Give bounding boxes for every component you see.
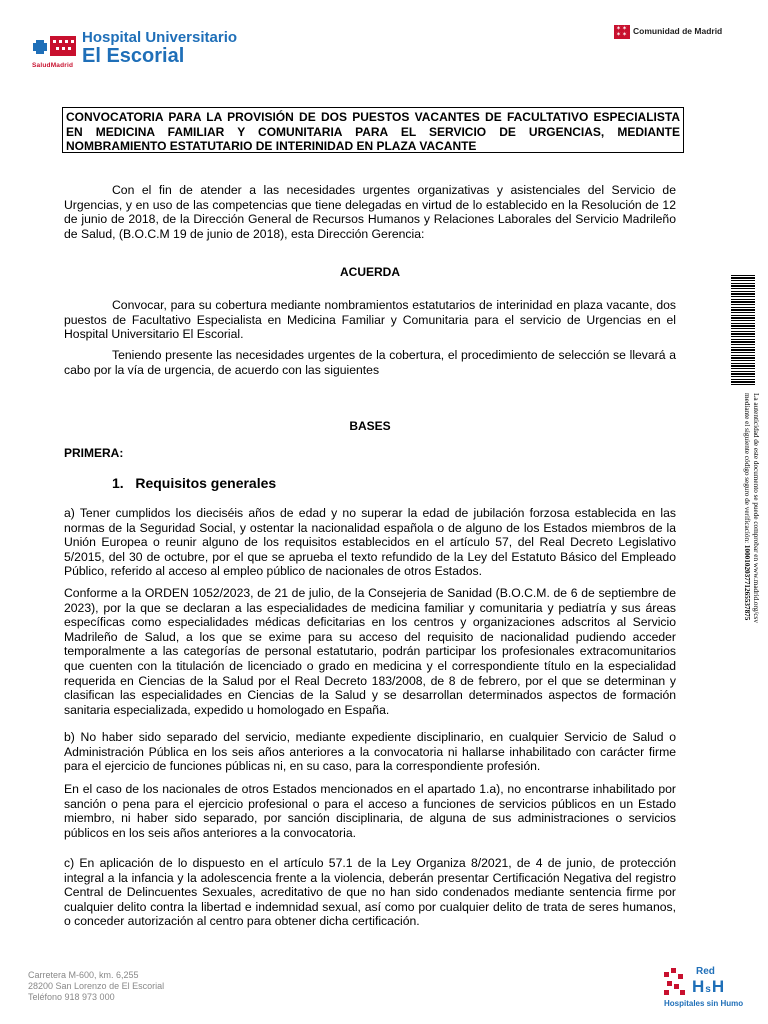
hsh-mark: HsH [692, 977, 726, 996]
salud-madrid-label: SaludMadrid [32, 62, 74, 69]
madrid-flag-icon: ✶ ✶ ✶ ✶ [614, 25, 630, 39]
paragraph-orden: Conforme a la ORDEN 1052/2023, de 21 de julio, de la Consejeria de Sanidad (B.O.C.M. de 6 de septiembre de 2023), por la que se declaran a las especialidades de medicina familiar y comunitaria y pediatría y sus áreas específicas como especialidades médicas deficitarias en los centros y organizaciones adscritos al Servicio Madrileño de Salud, a los que se exime para su acceso del requisito de nacionalidad pudiendo acceder temporalmente a las categorías de personal estatutario, podrán participar los profesionales extracomunitarios que cuenten con la titulación de licenciado o grado en medicina y el correspondiente título en la especialidad requerida en Ciencias de la Salud por el Real Decreto 183/2008, de 8 de febrero, por el que se determinan y clasifican las especialidades en Ciencias de la Salud y se desarrollan determinados aspectos de formación sanitaria especializada, expedido u homologado en España. [64, 586, 676, 717]
footer-phone: Teléfono 918 973 000 [28, 992, 115, 1002]
hospital-name-line2: El Escorial [82, 45, 185, 67]
footer-address-line2: 28200 San Lorenzo de El Escorial [28, 981, 165, 991]
teniendo-paragraph: Teniendo presente las necesidades urgentes de la cobertura, el procedimiento de selección se llevará a cabo por la vía de urgencia, de acuerdo con las siguientes [64, 348, 676, 377]
comunidad-madrid-label: Comunidad de Madrid [633, 26, 723, 36]
acuerda-heading: ACUERDA [340, 265, 400, 279]
verification-strip [728, 275, 758, 685]
red-label: Red [696, 966, 715, 977]
document-title: CONVOCATORIA PARA LA PROVISIÓN DE DOS PUESTOS VACANTES DE FACULTATIVO ESPECIALISTA EN MEDICINA FAMILIAR Y COMUNITARIA PARA EL SERVICIO DE URGENCIAS, MEDIANTE NOMBRAMIENTO ESTATUTARIO DE INTERINIDAD EN PLAZA VACANTE [62, 107, 684, 153]
verification-line2: mediante el siguiente código seguro de verificación: [743, 393, 751, 544]
hospital-logo [32, 26, 252, 70]
paragraph-nacionales: En el caso de los nacionales de otros Estados mencionados en el apartado 1.a), no encontrarse inhabilitado por sanción o pena para el ejercicio profesional o para el acceso a funciones de servicios públicos en un Estado miembro, ni haber sido separado, por sanción disciplinaria, de alguna de sus administraciones o servicios públicos en los seis años anteriores a la convocatoria. [64, 782, 676, 840]
hospital-cross-icon [32, 32, 80, 62]
verification-line1: La autenticidad de este documento se puede comprobar en www.madrid.org/csv [752, 393, 760, 623]
red-grid-icon [664, 968, 690, 1000]
hospitales-sin-humo-logo [664, 966, 744, 1010]
paragraph-c: c) En aplicación de lo dispuesto en el artículo 57.1 de la Ley Organiza 8/2021, de 4 de junio, de protección integral a la infancia y la adolescencia frente a la violencia, deberán presentar Certificación Negativa del registro Central de Delincuentes Sexuales, acreditativo de que no han sido condenados mediante sentencia firme por cualquier delito contra la libertad e indemnidad sexual, así como por cualquier delito de trata de seres humanos, o conceder autorización al centro para obtener dicha certificación. [64, 856, 676, 929]
footer-address-line1: Carretera M-600, km. 6,255 [28, 970, 139, 980]
comunidad-madrid-logo [614, 25, 744, 41]
primera-heading: PRIMERA: [64, 446, 124, 460]
verification-text [742, 393, 760, 683]
hospitales-sin-humo-label: Hospitales sin Humo [664, 999, 744, 1008]
paragraph-b: b) No haber sido separado del servicio, mediante expediente disciplinario, en cualquier Servicio de Salud o Administración Pública en los seis años anteriores a la convocatoria ni hallarse inhabilitado con carácter firme para el ejercicio de funciones públicas ni, en su caso, para la correspondiente profesión. [64, 730, 676, 774]
bases-heading: BASES [349, 419, 391, 433]
footer-address [28, 970, 164, 1003]
requisitos-heading: 1. Requisitos generales [112, 475, 277, 491]
verification-code: 1000102037712655378​75 [743, 544, 751, 621]
hospital-name-line1: Hospital Universitario [82, 29, 238, 46]
intro-paragraph: Con el fin de atender a las necesidades urgentes organizativas y asistenciales del Servicio de Urgencias, y en uso de las competencias que tiene delegadas en virtud de lo establecido en la Resolución de 12 de junio de 2018, de la Dirección General de Recursos Humanos y Relaciones Laborales del Servicio Madrileño de Salud, (B.O.C.M 19 de junio de 2018), esta Dirección Gerencia: [64, 183, 676, 241]
barcode [731, 275, 755, 385]
convocar-paragraph: Convocar, para su cobertura mediante nombramientos estatutarios de interinidad en plaza vacante, dos puestos de Facultativo Especialista en Medicina Familiar y Comunitaria para el servicio de Urgencias en el Hospital Universitario El Escorial. [64, 298, 676, 342]
paragraph-a: a) Tener cumplidos los dieciséis años de edad y no superar la edad de jubilación forzosa establecida en las normas de la Seguridad Social, y ostentar la nacionalidad española o de alguno de los Estados miembros de la Unión Europea o reunir alguno de los requisitos establecidos en el artículo 57, del Real Decreto Legislativo 5/2015, del 30 de octubre, por el que se aprueba el texto refundido de la Ley del Estatuto Básico del Empleado Público, referido al acceso al empleo público de nacionales de otros Estados. [64, 506, 676, 579]
